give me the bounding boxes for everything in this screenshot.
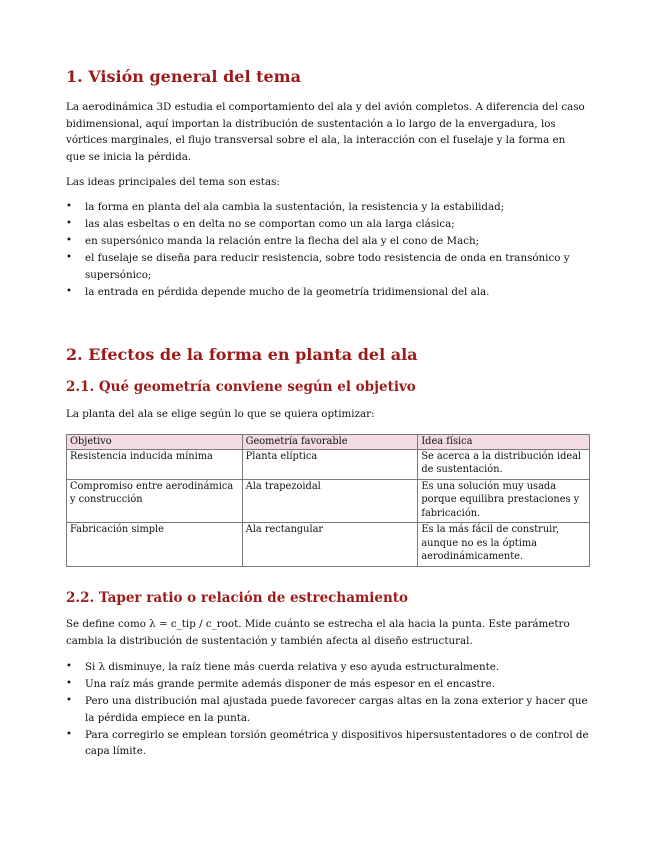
section-1-lead: Las ideas principales del tema son estas: [66,176,280,188]
list-item [66,659,590,676]
list-item-text: Una raíz más grande permite además disponer de más espesor en el encastre. [85,678,495,690]
table-row [67,523,590,567]
table-cell: Fabricación simple [67,523,243,567]
table-cell: Resistencia inducida mínima [67,449,243,479]
bullet-icon: • [66,695,72,706]
list-item-text: el fuselaje se diseña para reducir resistencia, sobre todo resistencia de onda en transónico y supersónico; [85,252,570,281]
bullet-icon: • [66,218,72,229]
bullet-icon: • [66,728,72,740]
list-item-text: Para corregirlo se emplean torsión geométrica y dispositivos hipersustentadores o de control de capa límite. [85,728,589,757]
section-2-heading: 2. Efectos de la forma en planta del ala [66,345,418,364]
bullet-icon: • [66,285,72,297]
subsection-2-1-intro: La planta del ala se elige según lo que se quiera optimizar: [66,408,375,420]
table-cell: Es una solución muy usada porque equilibra prestaciones y fabricación. [418,479,590,523]
table-cell: Ala rectangular [242,523,418,567]
section-1-bullet-list [66,199,590,301]
list-item-text: en supersónico manda la relación entre la flecha del ala y el cono de Mach; [85,235,480,247]
list-item [66,693,590,726]
bullet-icon: • [66,678,72,689]
list-item [66,676,590,693]
list-item-text: Si λ disminuye, la raíz tiene más cuerda relativa y eso ayuda estructuralmente. [85,661,500,673]
list-item [66,216,590,233]
list-item [66,199,590,216]
list-item-text: Pero una distribución mal ajustada puede favorecer cargas altas en la zona exterior y hacer que la pérdida empiece en la punta. [85,695,588,724]
list-item [66,284,590,301]
table-header-cell: Idea física [418,435,590,450]
subsection-2-1-heading: 2.1. Qué geometría conviene según el objetivo [66,379,416,395]
list-item-text: la entrada en pérdida depende mucho de la geometría tridimensional del ala. [85,285,490,298]
bullet-icon: • [66,252,72,263]
section-1-heading: 1. Visión general del tema [66,67,301,86]
table-header-cell: Geometría favorable [242,435,418,450]
wing-geometry-table [66,434,590,567]
subsection-2-2-bullet-list [66,659,590,760]
list-item [66,727,590,760]
table-cell: Planta elíptica [242,449,418,479]
list-item-text: las alas esbeltas o en delta no se comportan como un ala larga clásica; [85,218,455,230]
table-cell: Ala trapezoidal [242,479,418,523]
bullet-icon: • [66,661,72,672]
subsection-2-2-heading: 2.2. Taper ratio o relación de estrechamiento [66,590,409,606]
table-row [67,479,590,523]
table-cell: Se acerca a la distribución ideal de sustentación. [418,449,590,479]
list-item-text: la forma en planta del ala cambia la sustentación, la resistencia y la estabilidad; [85,201,505,213]
bullet-icon: • [66,201,72,212]
section-1-intro: La aerodinámica 3D estudia el comportamiento del ala y del avión completos. A diferencia del caso bidimensional, aquí importan la distribución de sustentación a lo largo de la envergadura, los vórtices marginales, el flujo transversal sobre el ala, la interacción con el fuselaje y la forma en que se inicia la pérdida. [66,101,585,163]
table-header-row [67,435,590,450]
list-item [66,233,590,250]
list-item [66,250,590,283]
subsection-2-2-intro: Se define como λ = c_tip / c_root. Mide cuánto se estrecha el ala hacia la punta. Este parámetro cambia la distribución de sustentación y también afecta al diseño estructural. [66,618,570,647]
table-cell: Compromiso entre aerodinámica y construcción [67,479,243,523]
table-row [67,449,590,479]
table-header-cell: Objetivo [67,435,243,450]
bullet-icon: • [66,235,72,246]
table-cell: Es la más fácil de construir, aunque no es la óptima aerodinámicamente. [418,523,590,567]
